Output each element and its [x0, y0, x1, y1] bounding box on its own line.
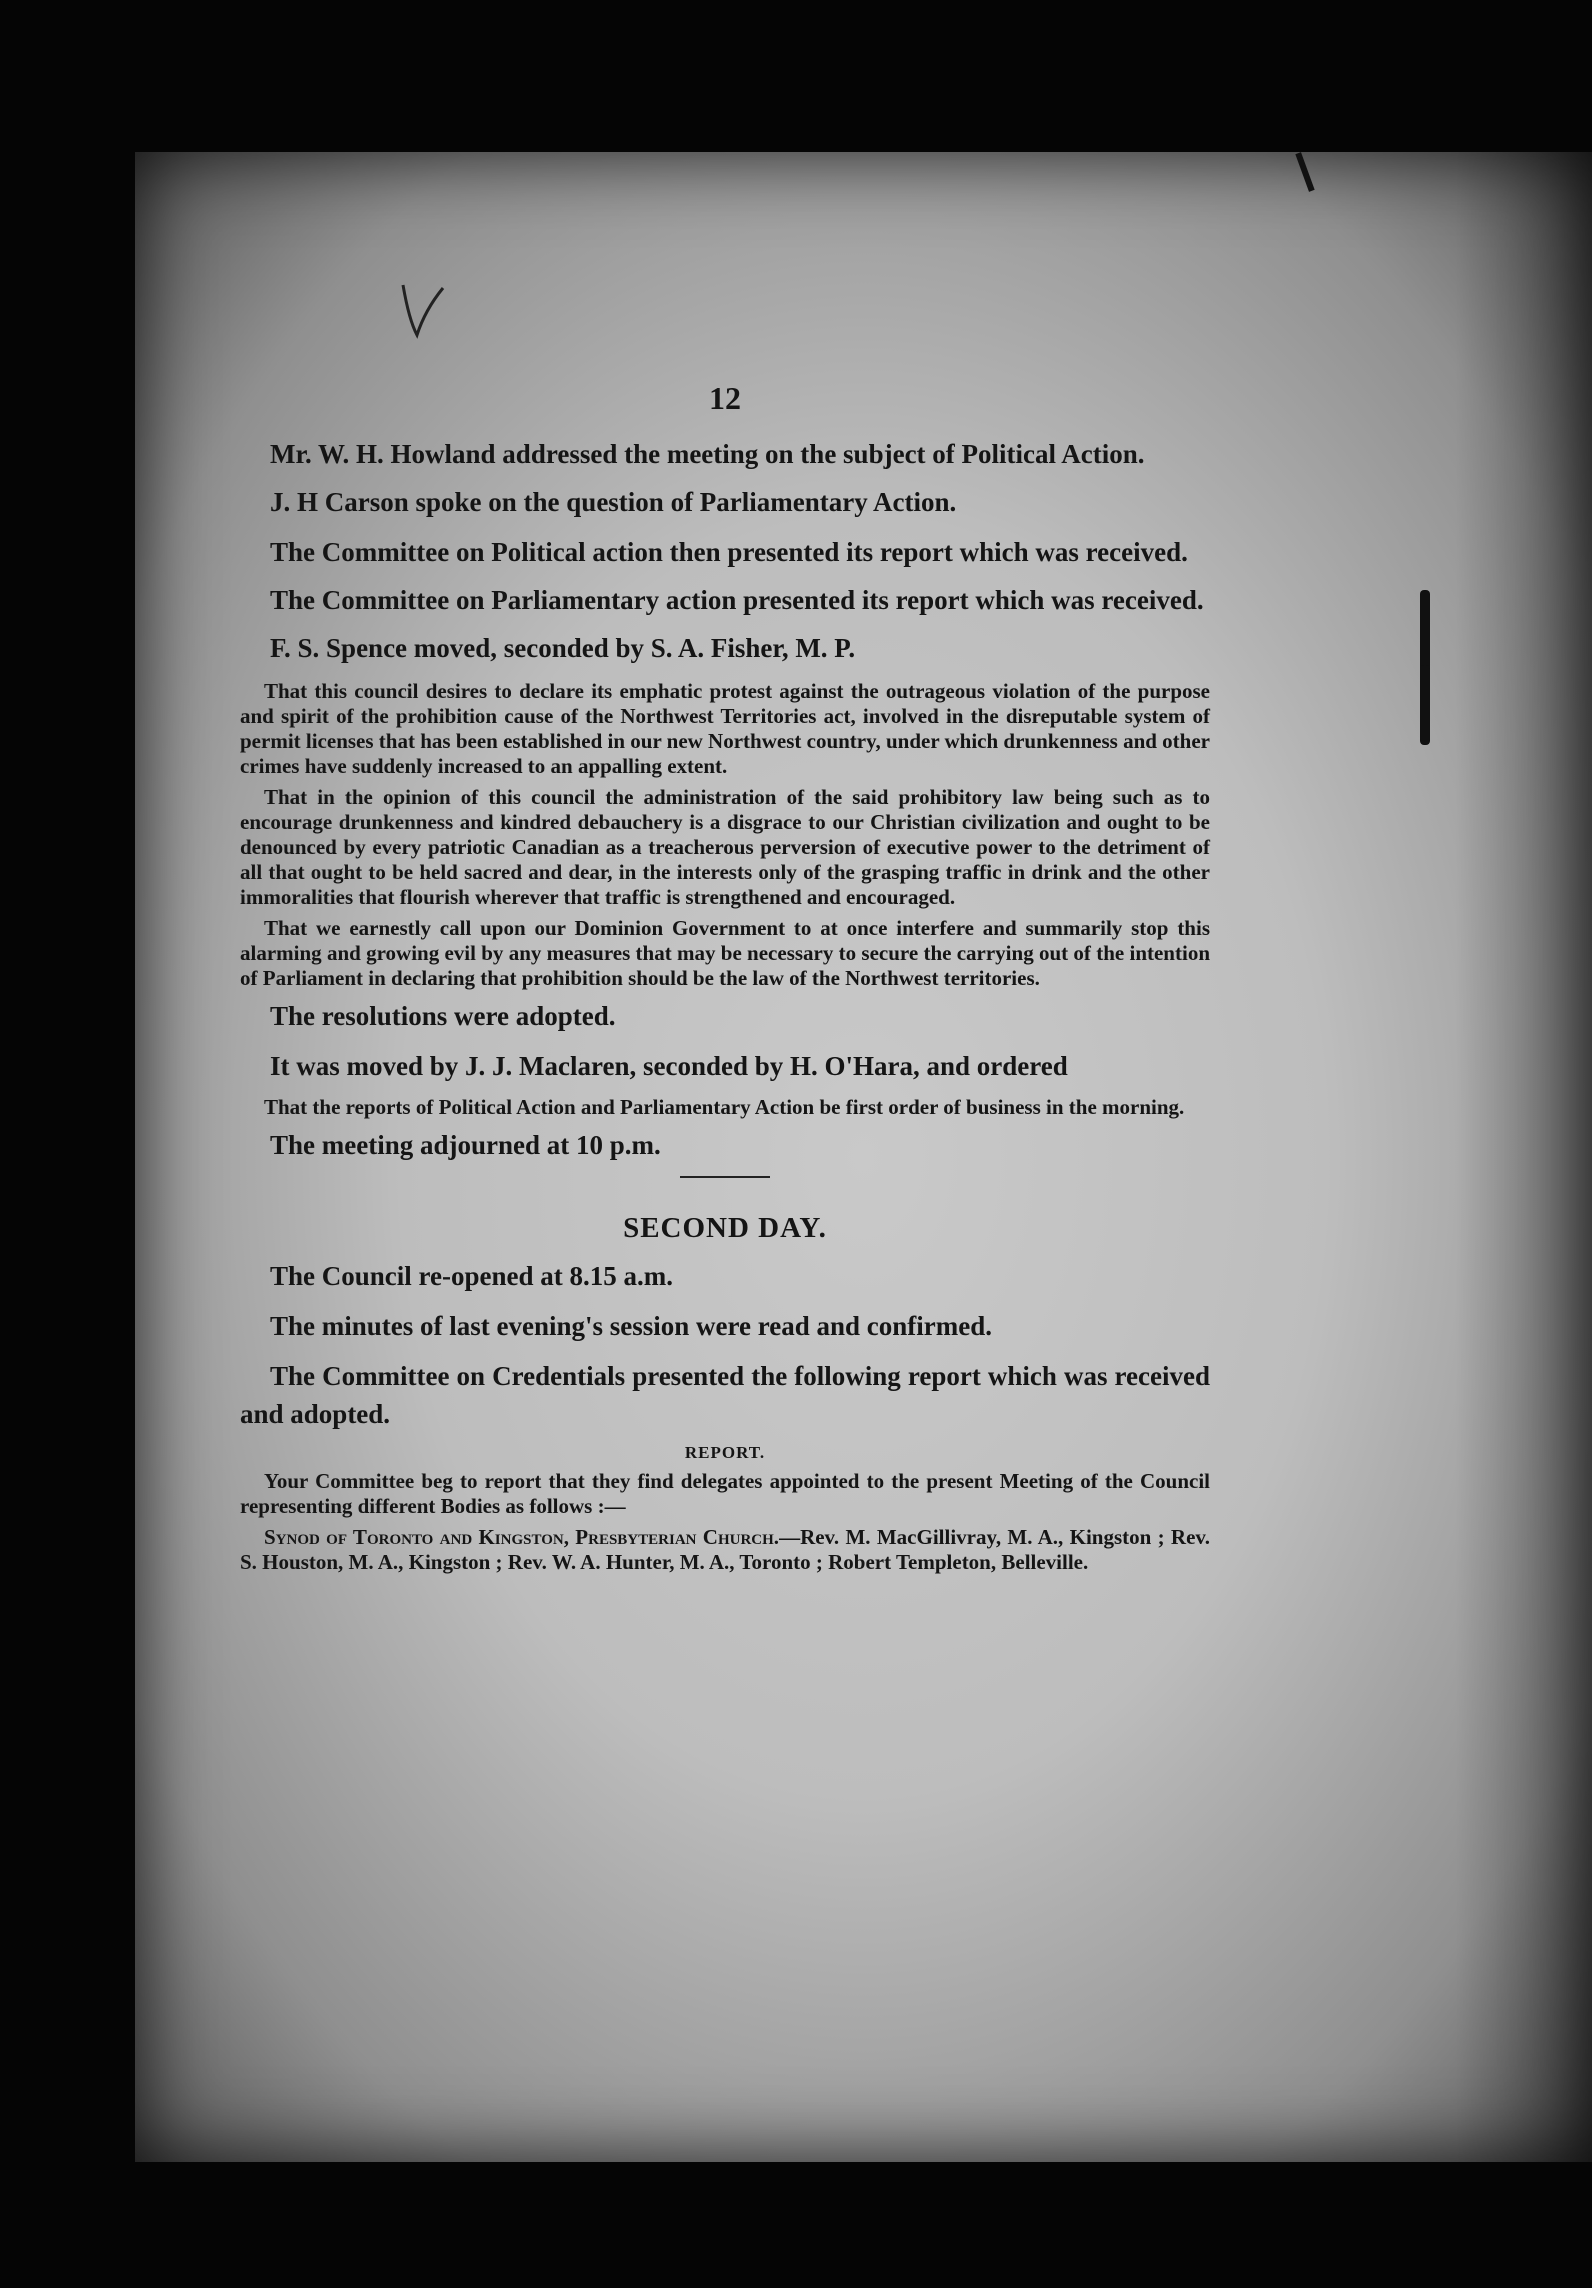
synod-entry — [240, 1525, 1210, 1575]
page-edge-shadow — [1455, 152, 1592, 2162]
section-divider — [680, 1176, 770, 1178]
paragraph: The Committee on Parliamentary action presented its report which was received. — [270, 585, 1204, 615]
paragraph: The meeting adjourned at 10 p.m. — [270, 1130, 661, 1160]
resolution: That in the opinion of this council the administration of the said prohibitory law being such as to encourage drunkenness and kindred debauchery is a disgrace to our Christian civilization and ought to be denounced by every patriotic Canadian as a treacherous perversion of executive power to the detriment of all that ought to be held sacred and dear, in the interests only of the grasping traffic in drink and the other immoralities that flourish wherever that traffic is strengthened and encouraged. — [240, 785, 1210, 909]
report-label: REPORT. — [684, 1443, 766, 1462]
resolution: That we earnestly call upon our Dominion Government to at once interfere and summarily stop this alarming and growing evil by any measures that may be necessary to secure the carrying out of the intention of Parliament in declaring that prohibition should be the law of the Northwest territories. — [240, 916, 1210, 990]
paragraph: The Committee on Political action then presented its report which was received. — [270, 537, 1188, 567]
paragraph: The Council re-opened at 8.15 a.m. — [270, 1261, 673, 1291]
paragraph: The minutes of last evening's session were read and confirmed. — [270, 1311, 992, 1341]
paragraph: It was moved by J. J. Maclaren, seconded by H. O'Hara, and ordered — [270, 1051, 1068, 1081]
paragraph: The Committee on Credentials presented the following report which was received and adopted. — [240, 1361, 1210, 1429]
synod-members: —Rev. M. MacGillivray, M. A., Kingston ; Rev. S. Houston, M. A., Kingston ; Rev. W. A. Hunter, M. A., Toronto ; Robert Templeton, Belleville. — [240, 1525, 1211, 1574]
paragraph: Mr. W. H. Howland addressed the meeting on the subject of Political Action. — [270, 439, 1145, 469]
resolution: That this council desires to declare its emphatic protest against the outrageous violation of the purpose and spirit of the prohibition cause of the Northwest Territories act, involved in the disreputable system of permit licenses that has been established in our new Northwest country, under which drunkenness and other crimes have suddenly increased to an appalling extent. — [240, 679, 1210, 778]
paragraph: J. H Carson spoke on the question of Parliamentary Action. — [270, 487, 957, 517]
synod-heading: Synod of Toronto and Kingston, Presbyterian Church. — [264, 1525, 780, 1549]
paragraph: The resolutions were adopted. — [270, 1001, 616, 1031]
order-note: That the reports of Political Action and Parliamentary Action be first order of business in the morning. — [264, 1095, 1185, 1119]
report-intro: Your Committee beg to report that they find delegates appointed to the present Meeting of the Council representing different Bodies as follows :— — [240, 1469, 1210, 1518]
paragraph: F. S. Spence moved, seconded by S. A. Fisher, M. P. — [270, 633, 856, 663]
handwritten-check-mark — [395, 280, 455, 340]
page-text — [240, 380, 1210, 1581]
section-heading: SECOND DAY. — [623, 1212, 827, 1244]
page-number: 12 — [709, 380, 741, 416]
margin-mark — [1420, 665, 1430, 745]
